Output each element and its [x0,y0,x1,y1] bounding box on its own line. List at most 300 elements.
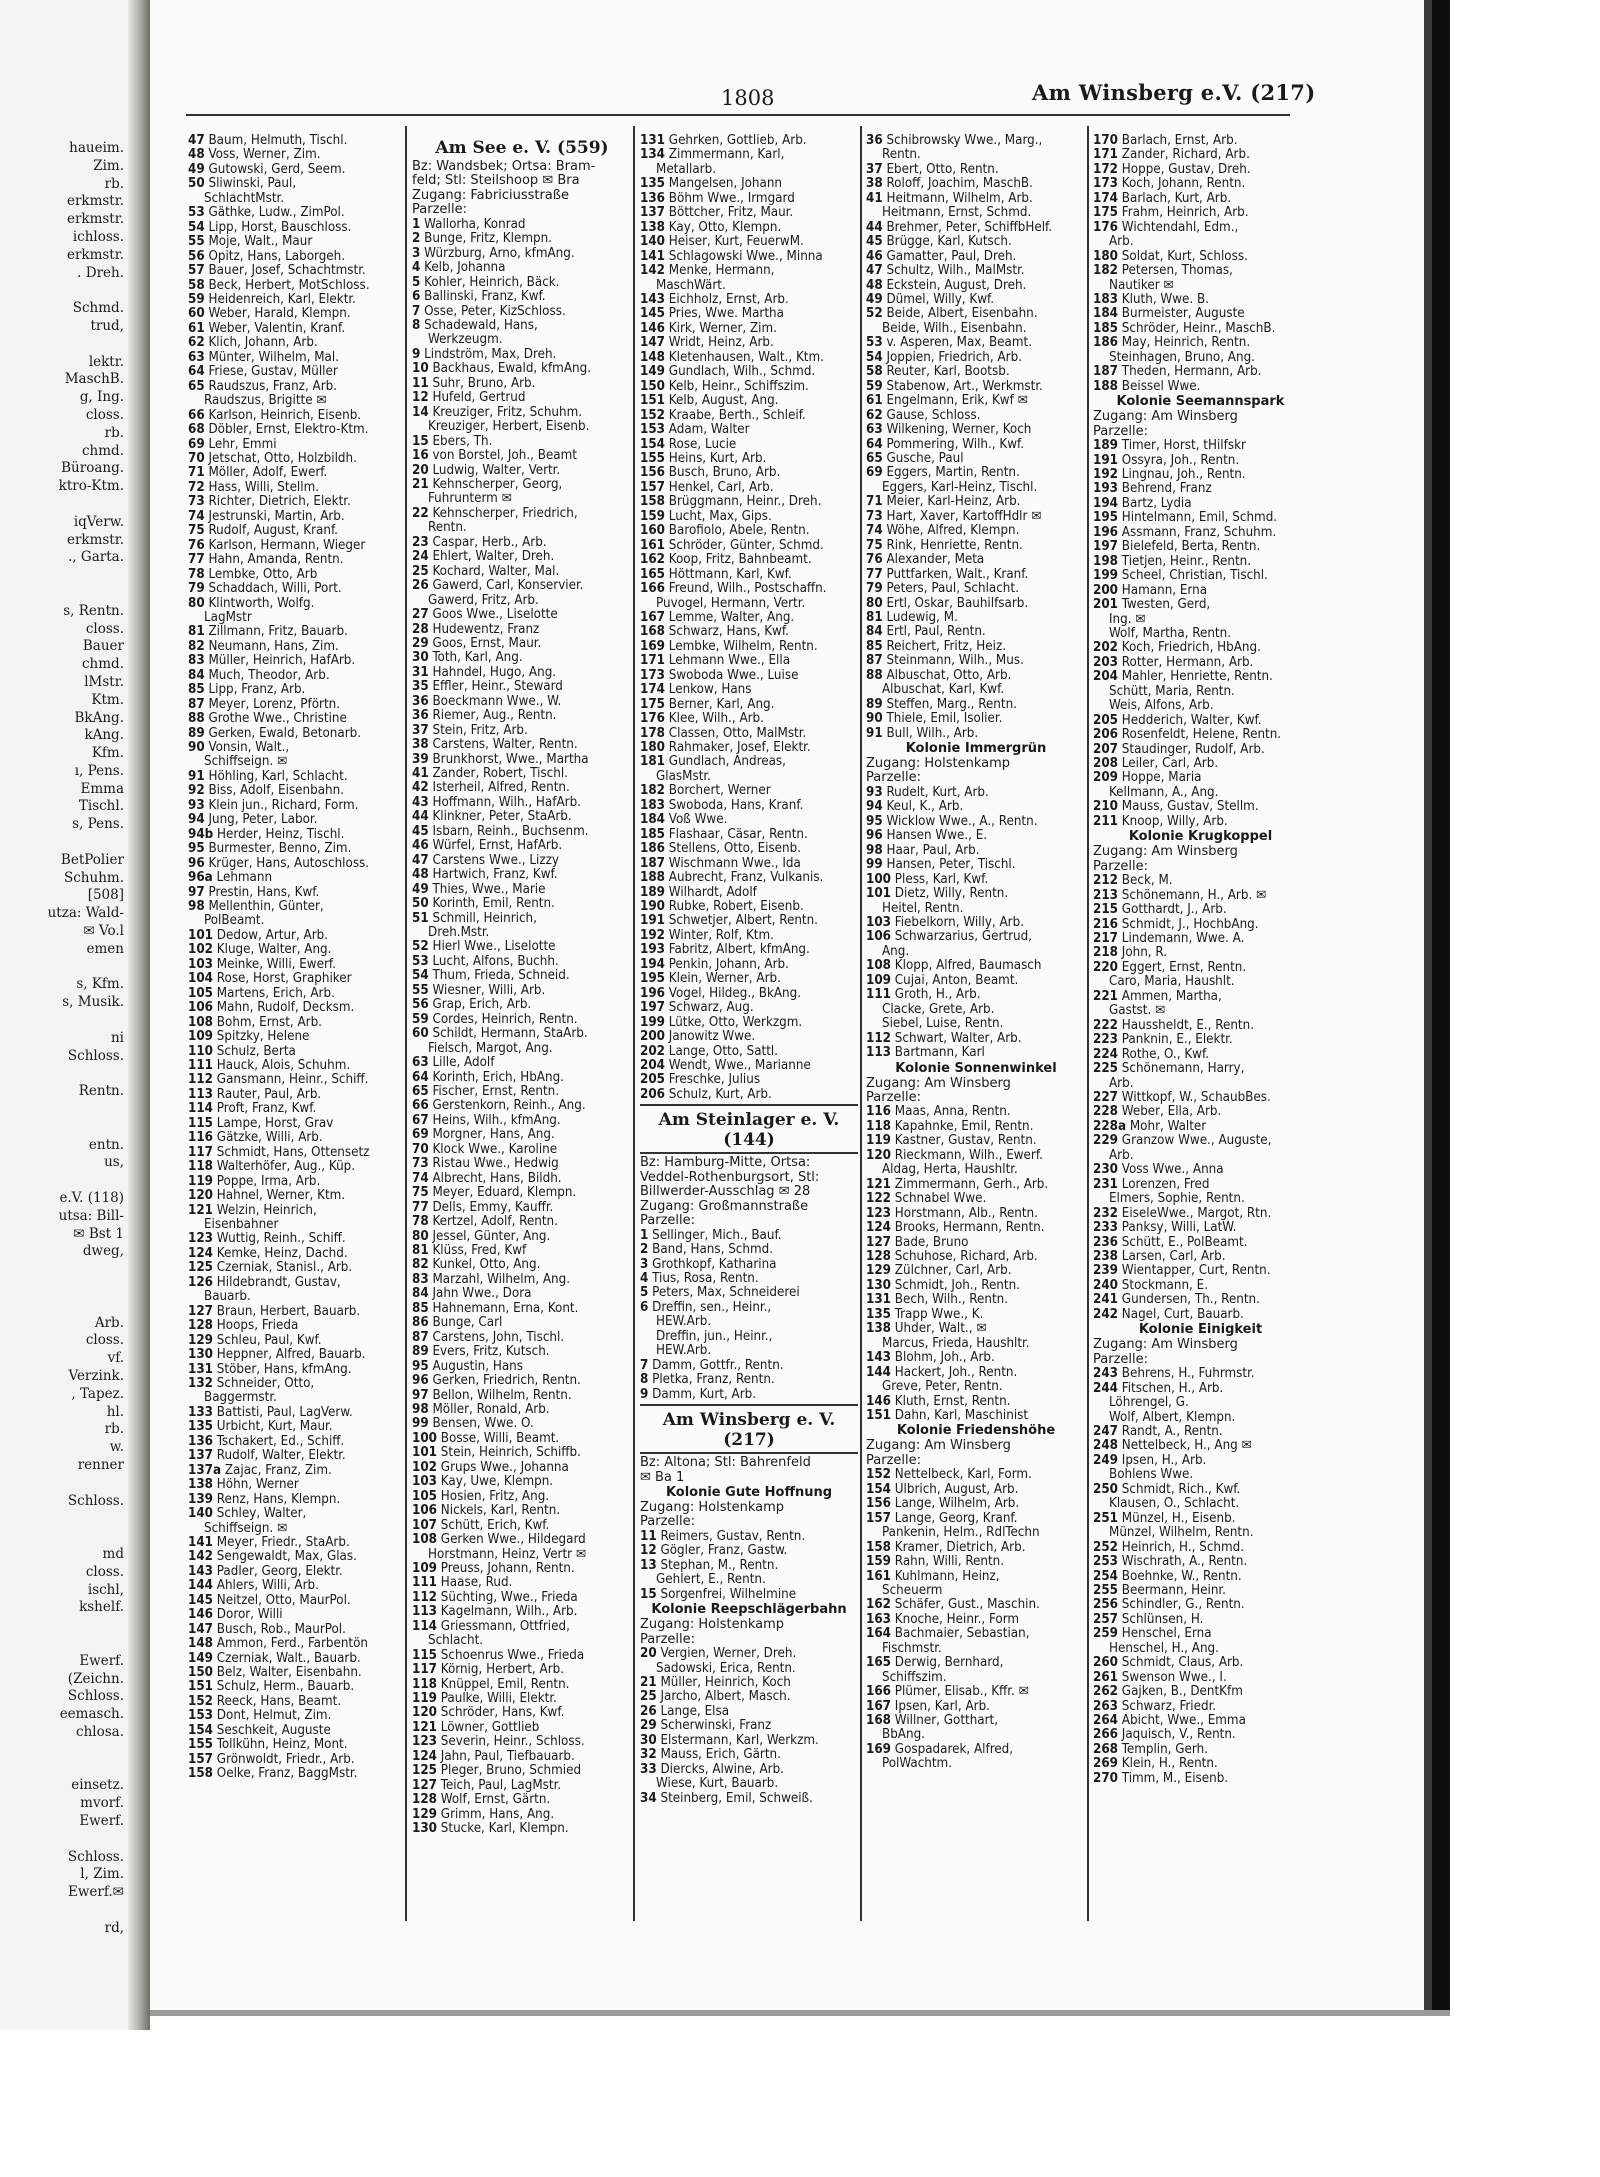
parcel-number: 26 [640,1703,657,1719]
directory-entry [866,1656,1086,1670]
directory-entry [866,1178,1086,1192]
directory-entry [1093,148,1308,162]
directory-entry [412,1663,632,1677]
resident-text: Schiffszim. [882,1669,947,1685]
directory-entry [1093,1454,1308,1468]
directory-entry [640,1059,858,1073]
resident-text: Swoboda, Hans, Kranf. [668,797,804,813]
resident-text: Mohr, Walter [1129,1118,1207,1134]
parcel-number: 197 [640,1000,665,1016]
directory-entry [188,1550,403,1564]
parcel-number: 123 [188,1231,213,1247]
parcel-number: 147 [640,335,665,351]
parcel-number: 1 [412,216,421,232]
parcel-number: 65 [188,378,205,394]
directory-entry [188,206,403,220]
directory-entry [866,1613,1086,1627]
resident-text: Ludwig, Walter, Vertr. [432,462,561,478]
resident-text: Fischmstr. [882,1640,942,1656]
parcel-number: 74 [188,508,205,524]
resident-text: Keul, K., Arb. [886,799,964,815]
parcel-number: 171 [640,653,665,669]
directory-entry [866,409,1086,423]
parcel-number: 130 [412,1821,437,1837]
resident-text: Poppe, Irma, Arb. [216,1173,321,1189]
directory-entry [412,305,632,319]
resident-text: Bensen, Wwe. O. [432,1416,534,1432]
left-page-line [0,1475,128,1493]
directory-entry [866,887,1086,901]
directory-entry [866,1207,1086,1221]
directory-entry [640,1030,858,1044]
resident-text: Meyer, Eduard, Klempn. [432,1185,577,1201]
parcel-number: 124 [412,1748,437,1764]
parcel-number: 81 [188,624,205,640]
resident-text: Lange, Otto, Sattl. [668,1043,779,1059]
directory-entry [1093,336,1308,350]
resident-text: Ertl, Oskar, Bauhilfsarb. [886,595,1029,611]
directory-entry [412,608,632,622]
directory-entry [640,1315,858,1329]
parcel-number: 13 [640,1557,657,1573]
resident-text: Schwarzarius, Gertrud, [894,929,1032,945]
resident-text: Hahndel, Hugo, Ang. [432,664,557,680]
parcel-number: 93 [188,797,205,813]
resident-text: Bade, Bruno [894,1234,969,1250]
parcel-number: 53 [412,953,429,969]
directory-entry [866,829,1086,843]
directory-entry [866,1497,1086,1511]
resident-text: Carstens, Walter, Rentn. [432,737,578,753]
parcel-number: 107 [412,1517,437,1533]
parcel-number: 14 [412,404,429,420]
resident-text: Puttfarken, Walt., Kranf. [886,566,1029,582]
resident-text: Lütke, Otto, Werkzgm. [668,1014,803,1030]
parcel-number: 154 [640,436,665,452]
resident-text: Stöber, Hans, kfmAng. [216,1361,352,1377]
left-page-line: erkmstr. [66,531,124,548]
left-page-line [0,1119,128,1137]
resident-text: Kelb, Heinr., Schiffszim. [668,378,809,394]
resident-text: Gawerd, Carl, Konservier. [432,578,584,594]
parcel-number: 73 [188,494,205,510]
directory-entry [412,1143,632,1157]
directory-entry [866,712,1086,726]
parcel-number: 66 [188,407,205,423]
parcel-number: 175 [1093,205,1118,221]
directory-entry [1093,1221,1308,1235]
parcel-number: 43 [412,794,429,810]
resident-text: Schley, Walter, [216,1506,307,1522]
resident-text: Freund, Wilh., Postschaffn. [668,581,827,597]
resident-text: Lange, Elsa [660,1703,730,1719]
resident-text: Hoppe, Maria [1121,770,1202,786]
resident-text: Wilhardt, Adolf [668,884,757,900]
parcel-number: 187 [1093,364,1118,380]
resident-text: Lehmann [216,870,273,886]
directory-entry [1093,1570,1308,1584]
parcel-number: 112 [188,1072,213,1088]
directory-entry [188,1753,403,1767]
directory-entry [1093,699,1308,713]
directory-entry [188,1232,403,1246]
directory-entry [866,1483,1086,1497]
parcel-number: 41 [412,766,429,782]
left-page-line: erkmstr. [66,211,124,228]
directory-entry [412,594,632,608]
resident-text: Meier, Karl-Heinz, Arb. [886,494,1021,510]
resident-text: Gastst. ✉ [1109,1003,1166,1019]
resident-text: Böttcher, Fritz, Maur. [668,205,794,221]
parcel-number: 60 [188,306,205,322]
parcel-number: 132 [188,1375,213,1391]
resident-text: Rubke, Robert, Eisenb. [668,899,804,915]
directory-entry [640,828,858,842]
parcel-number: 75 [188,523,205,539]
left-page-line: (Zeichn. [67,1670,124,1687]
parcel-number: 108 [188,1014,213,1030]
parcel-number: 155 [640,450,665,466]
parcel-number: 152 [866,1467,891,1483]
parcel-number: 144 [866,1364,891,1380]
parcel-number: 153 [640,422,665,438]
resident-text: Brooks, Hermann, Rentn. [894,1220,1045,1236]
directory-entry [412,1634,632,1648]
colony-heading: Kolonie Seemannspark [1116,394,1285,410]
resident-text: Dahn, Karl, Maschinist [894,1407,1029,1423]
resident-text: Ossyra, Joh., Rentn. [1121,452,1240,468]
resident-text: Wittkopf, W., SchaubBes. [1121,1090,1271,1105]
resident-text: Weber, Ella, Arb. [1121,1104,1222,1120]
resident-text: Burmeister, Auguste [1121,306,1245,322]
directory-entry [640,235,858,249]
left-page-line: Zim. [93,157,124,174]
resident-text: Bohm, Ernst, Arb. [216,1014,322,1030]
resident-text: Evers, Fritz, Kutsch. [432,1344,550,1360]
directory-entry [640,741,858,755]
directory-entry [412,651,632,665]
directory-entry [412,406,632,420]
resident-text: Prestin, Hans, Kwf. [208,884,320,900]
directory-entry [640,1073,858,1087]
directory-entry [1093,1192,1308,1206]
resident-text: Kohler, Heinrich, Bäck. [424,274,560,290]
directory-entry [640,1301,858,1315]
resident-text: Nautiker ✉ [1109,277,1174,293]
directory-entry [412,825,632,839]
parcel-number: 75 [412,1185,429,1201]
directory-entry [640,510,858,524]
resident-text: Nettelbeck, Karl, Form. [894,1467,1032,1483]
parcel-number: 165 [866,1655,891,1671]
directory-entry [866,1598,1086,1612]
resident-text: Band, Hans, Schmd. [652,1242,774,1258]
resident-text: Steffen, Marg., Rentn. [886,696,1017,712]
directory-entry [412,1533,632,1547]
directory-entry [866,1714,1086,1728]
parcel-number: 85 [412,1300,429,1316]
association-heading: Am Winsberg e. V. (217) [662,1410,836,1451]
parcel-number: 192 [640,927,665,943]
parcel-number: 261 [1093,1669,1118,1685]
directory-entry [640,1588,858,1602]
directory-entry [188,1420,403,1434]
resident-text: Sliwinski, Paul, [208,176,297,192]
resident-text: Münzel, H., Eisenb. [1121,1510,1236,1526]
resident-text: Toth, Karl, Ang. [432,650,523,666]
resident-text: Rentn. [428,520,467,536]
directory-entry [188,1319,403,1333]
resident-text: Schadewald, Hans, [424,317,538,333]
left-page-line: erkmstr. [66,193,124,210]
resident-text: Grimm, Hans, Ang. [440,1806,555,1822]
directory-entry [412,1403,632,1417]
resident-text: Mahn, Rudolf, Decksm. [216,1000,355,1016]
parcel-number: 134 [640,147,665,163]
resident-text: Vogel, Hildeg., BkAng. [668,985,802,1001]
resident-text: Damm, Kurt, Arb. [652,1386,757,1402]
parcel-number: 82 [188,638,205,654]
resident-text: Münzel, Wilhelm, Rentn. [1109,1525,1254,1541]
parcel-number: 101 [412,1445,437,1461]
directory-column-5 [1093,134,1308,1786]
resident-text: Dreh.Mstr. [428,925,490,941]
parcel-number: 199 [640,1014,665,1030]
parcel-number: 111 [412,1575,437,1591]
parcel-number: 218 [1093,945,1118,961]
section-info-line: Zugang: Holstenkamp [640,1617,784,1633]
left-page-line: , Tapez. [71,1385,124,1402]
left-page-line: ischl, [87,1581,124,1598]
parcel-number: 115 [412,1647,437,1663]
resident-text: Lembke, Wilhelm, Rentn. [668,638,818,654]
parcel-number: 83 [412,1271,429,1287]
directory-entry [1093,1627,1308,1641]
resident-text: Mahler, Henriette, Rentn. [1121,669,1273,685]
directory-entry [866,1584,1086,1598]
directory-entry [412,1706,632,1720]
parcel-number: 203 [1093,654,1118,670]
parcel-number: 121 [412,1719,437,1735]
resident-text: Swenson Wwe., I. [1121,1669,1227,1685]
resident-text: Klich, Johann, Arb. [208,335,318,351]
resident-text: Kellmann, A., Ang. [1109,784,1219,800]
resident-text: Peters, Max, Schneiderei [652,1285,800,1301]
left-page-line: Ktm. [91,691,124,708]
resident-text: Opitz, Hans, Laborgeh. [208,248,346,264]
parcel-number: 23 [412,534,429,550]
parcel-number: 117 [412,1662,437,1678]
resident-text: Bellon, Wilhelm, Rentn. [432,1387,572,1403]
directory-entry [866,365,1086,379]
resident-text: Barlach, Ernst, Arb. [1121,133,1238,148]
section-info-line: Zugang: Am Winsberg [1093,409,1238,425]
parcel-number: 209 [1093,770,1118,786]
resident-text: Schwarz, Aug. [668,1000,754,1016]
directory-entry [412,1678,632,1692]
resident-text: Hosien, Fritz, Ang. [440,1488,550,1504]
directory-entry [640,597,858,611]
directory-entry [188,423,403,437]
resident-text: Haar, Paul, Arb. [886,842,980,858]
resident-text: Nettelbeck, H., Ang ✉ [1121,1438,1252,1454]
resident-text: Timer, Horst, tHilfskr [1121,438,1246,454]
resident-text: Schnabel Wwe. [894,1191,987,1207]
resident-text: Zimmermann, Karl, [668,147,785,163]
directory-entry [412,1230,632,1244]
directory-entry [1093,1598,1308,1612]
directory-entry [640,842,858,856]
directory-entry [412,1360,632,1374]
directory-entry [412,377,632,391]
directory-entry [412,218,632,232]
parcel-number: 8 [640,1372,649,1388]
resident-text: Freschke, Julius [668,1072,761,1088]
section-info-line: Zugang: Holstenkamp [866,756,1010,772]
left-page-line: renner [77,1456,124,1473]
parcel-number: 198 [1093,553,1118,569]
resident-text: Schiffseign. ✉ [204,754,288,770]
resident-text: Brüggmann, Heinr., Dreh. [668,494,822,510]
colony-heading: Kolonie Sonnenwinkel [895,1060,1057,1076]
directory-entry [866,1337,1086,1351]
directory-entry [866,466,1086,480]
directory-entry [866,683,1086,697]
resident-text: Hildebrandt, Gustav, [216,1274,341,1290]
left-page-line [0,585,128,603]
parcel-number: 49 [188,161,205,177]
directory-entry [1093,1207,1308,1221]
resident-text: Grap, Erich, Arb. [432,997,532,1013]
resident-text: Borchert, Werner [668,783,771,799]
page-edge-shadow [1424,0,1432,2010]
parcel-number: 30 [412,650,429,666]
parcel-number: 167 [640,609,665,625]
directory-entry [412,478,632,492]
parcel-number: 81 [412,1242,429,1258]
resident-text: Maas, Anna, Rentn. [894,1104,1011,1120]
parcel-number: 135 [640,176,665,192]
resident-text: Lange, Wilhelm, Arb. [894,1496,1020,1512]
resident-text: Proft, Franz, Kwf. [216,1101,317,1117]
directory-entry [412,1302,632,1316]
parcel-number: 91 [866,725,883,741]
directory-entry [866,250,1086,264]
directory-entry [1093,250,1308,264]
resident-text: Marzahl, Wilhelm, Ang. [432,1271,571,1287]
left-page-line: chlosa. [76,1723,124,1740]
resident-text: Zander, Robert, Tischl. [432,766,568,782]
left-page-line: Tischl. [78,798,124,815]
column-divider [1087,126,1089,1921]
directory-entry [866,1526,1086,1540]
directory-entry [412,536,632,550]
directory-entry [412,1085,632,1099]
parcel-number: 72 [188,479,205,495]
parcel-number: 90 [866,711,883,727]
directory-entry [866,988,1086,1002]
parcel-number: 70 [412,1141,429,1157]
directory-entry [412,998,632,1012]
parcel-number: 61 [866,393,883,409]
resident-text: Backhaus, Ewald, kfmAng. [432,361,591,377]
resident-text: Beide, Wilh., Eisenbahn. [882,320,1027,336]
directory-entry [188,293,403,307]
parcel-number: 146 [640,320,665,336]
parcel-number: 21 [412,476,429,492]
directory-entry [640,539,858,553]
resident-text: Beck, M. [1121,873,1173,889]
resident-text: Ertl, Paul, Rentn. [886,624,986,640]
directory-entry [866,974,1086,988]
directory-entry [640,611,858,625]
resident-text: Gögler, Franz, Gastw. [660,1543,788,1559]
resident-text: Müller, Heinrich, HafArb. [208,653,356,669]
resident-text: Ipsen, H., Arb. [1121,1452,1207,1468]
directory-entry [412,897,632,911]
left-page-line: s, Kfm. [76,976,124,993]
resident-text: Panknin, E., Elektr. [1121,1032,1233,1048]
resident-text: Klausen, O., Schlacht. [1109,1496,1240,1512]
resident-text: Ulbrich, August, Arb. [894,1481,1019,1497]
parcel-number: 94b [188,826,214,842]
resident-text: Fuhrunterm ✉ [428,491,512,507]
parcel-number: 168 [866,1713,891,1729]
directory-entry [412,984,632,998]
parcel-number: 108 [412,1532,437,1548]
resident-text: Albuschat, Otto, Arb. [886,667,1012,683]
directory-entry [188,755,403,769]
resident-text: Engelmann, Erik, Kwf ✉ [886,393,1028,409]
directory-entry [866,1163,1086,1177]
directory-entry [188,1348,403,1362]
parcel-number: 131 [640,133,665,148]
left-page-line: Schloss. [67,1848,124,1865]
left-page-line: ✉ Vo.l [83,923,124,940]
resident-text: Czerniak, Stanisl., Arb. [216,1260,353,1276]
parcel-number: 143 [866,1350,891,1366]
parcel-number: 141 [640,248,665,264]
resident-text: Penkin, Johann, Arb. [668,956,789,972]
directory-entry [412,1345,632,1359]
directory-entry [866,727,1086,741]
resident-text: Berner, Karl, Ang. [668,696,775,712]
directory-entry [1093,1613,1308,1627]
resident-text: Seschkeit, Auguste [216,1722,331,1738]
resident-text: Schütt, Erich, Kwf. [440,1517,550,1533]
running-title: Am Winsberg e.V. (217) [1032,80,1316,105]
directory-entry [188,1160,403,1174]
resident-text: Spitzky, Helene [216,1029,310,1045]
parcel-number: 263 [1093,1698,1118,1714]
parcel-number: 244 [1093,1380,1118,1396]
resident-text: Korinth, Emil, Rentn. [432,896,555,912]
resident-text: Zander, Richard, Arb. [1121,147,1250,163]
directory-entry [640,568,858,582]
resident-text: Bauer, Josef, Schachtmstr. [208,263,366,279]
left-page-fragment [0,0,148,2030]
parcel-number: 108 [866,958,891,974]
resident-text: Pommering, Wilh., Kwf. [886,436,1025,452]
resident-text: Adam, Walter [668,422,750,438]
parcel-number: 112 [412,1589,437,1605]
resident-text: Voss Wwe., Anna [1121,1162,1224,1178]
directory-entry [640,625,858,639]
resident-text: Kastner, Gustav, Rentn. [894,1133,1037,1149]
resident-text: Ballinski, Franz, Kwf. [424,289,546,305]
resident-text: Barlach, Kurt, Arb. [1121,190,1232,206]
directory-entry [1093,380,1308,394]
